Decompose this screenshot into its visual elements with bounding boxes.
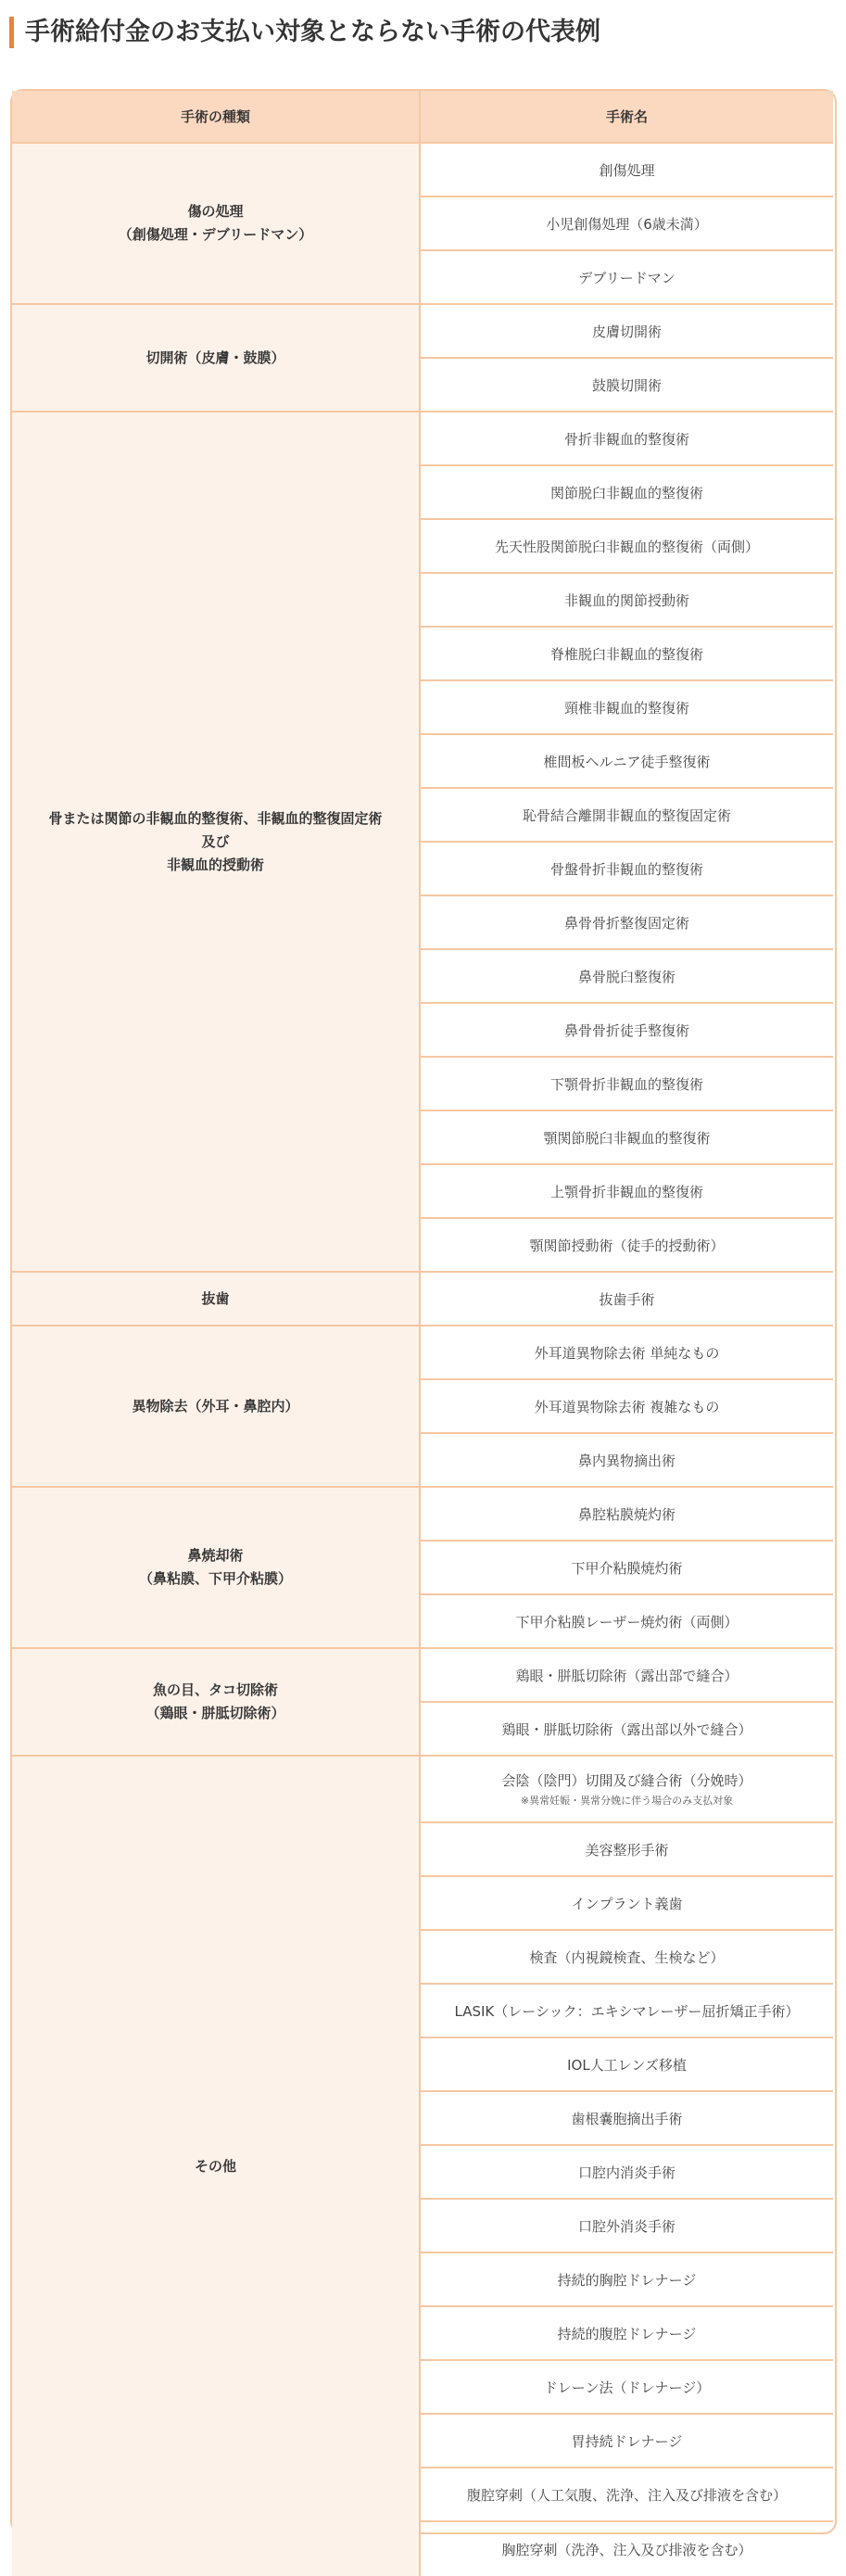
procedure-cell xyxy=(421,1004,833,1058)
procedure-name: 鼻骨骨折徒手整復術 xyxy=(563,1022,689,1039)
procedure-name: 外耳道異物除去術 複雑なもの xyxy=(534,1398,720,1415)
procedure-cell xyxy=(421,2253,833,2307)
procedure-name: 口腔外消炎手術 xyxy=(577,2217,676,2235)
category-cell: 鼻焼却術 （鼻粘膜、下甲介粘膜） xyxy=(12,1488,421,1649)
procedure-cell xyxy=(421,520,833,574)
procedure-cell xyxy=(421,197,833,251)
procedure-name: 腹腔穿刺（人工気腹、洗浄、注入及び排液を含む） xyxy=(466,2486,787,2504)
category-cell: 異物除去（外耳・鼻腔内） xyxy=(12,1326,421,1488)
procedure-cell xyxy=(421,1273,833,1326)
procedure-name: 顎関節脱臼非観血的整復術 xyxy=(543,1129,711,1147)
procedure-cell xyxy=(421,2307,833,2361)
procedure-name: IOL人工レンズ移植 xyxy=(567,2056,687,2074)
procedure-name: 非観血的関節授動術 xyxy=(563,591,689,609)
procedure-name: 創傷処理 xyxy=(599,161,655,179)
procedure-name: 歯根嚢胞摘出手術 xyxy=(571,2110,683,2127)
procedure-cell xyxy=(421,2092,833,2146)
procedure-cell xyxy=(421,1985,833,2038)
procedure-name: 口腔内消炎手術 xyxy=(577,2164,676,2181)
procedure-name: ドレーン法（ドレナージ） xyxy=(543,2379,711,2396)
procedure-cell xyxy=(421,1649,833,1703)
procedure-cell xyxy=(421,789,833,843)
procedure-name: 下甲介粘膜焼灼術 xyxy=(571,1559,683,1577)
procedure-cell xyxy=(421,628,833,681)
procedure-cell xyxy=(421,1326,833,1380)
procedure-name: 先天性股関節脱臼非観血的整復術（両側） xyxy=(494,538,759,555)
procedure-name: 会陰（陰門）切開及び縫合術（分娩時） xyxy=(501,1772,752,1789)
procedure-cell xyxy=(421,412,833,466)
procedure-name: 骨盤骨折非観血的整復術 xyxy=(549,860,703,878)
procedure-name: 鼓膜切開術 xyxy=(591,376,662,394)
procedure-name: 美容整形手術 xyxy=(585,1841,669,1859)
procedure-cell xyxy=(421,2146,833,2200)
category-cell: 切開術（皮膚・鼓膜） xyxy=(12,305,421,412)
procedure-name: 外耳道異物除去術 単純なもの xyxy=(534,1344,720,1362)
procedure-name: 椎間板ヘルニア徒手整復術 xyxy=(543,753,711,770)
procedure-cell xyxy=(421,1877,833,1931)
category-cell: 骨または関節の非観血的整復術、非観血的整復固定術 及び 非観血的授動術 xyxy=(12,412,421,1273)
procedure-cell xyxy=(421,1165,833,1219)
procedure-cell xyxy=(421,144,833,197)
procedure-name: 鶏眼・胼胝切除術（露出部で縫合） xyxy=(515,1667,739,1684)
header-procedure: 手術名 xyxy=(421,91,833,144)
procedure-name: 検査（内視鏡検査、生検など） xyxy=(529,1948,725,1966)
procedure-cell xyxy=(421,1434,833,1488)
procedure-cell xyxy=(421,251,833,305)
procedure-name: 皮膚切開術 xyxy=(591,323,662,340)
procedure-name: 胸腔穿刺（洗浄、注入及び排液を含む） xyxy=(501,2541,752,2558)
page-title: 手術給付金のお支払い対象とならない手術の代表例 xyxy=(9,17,834,48)
procedure-cell xyxy=(421,2200,833,2253)
procedure-cell xyxy=(421,1111,833,1165)
surgery-table xyxy=(10,89,837,2558)
procedure-name: インプラント義歯 xyxy=(571,1895,683,1912)
procedure-name: 鼻骨脱臼整復術 xyxy=(577,968,676,985)
procedure-name: 顎関節授動術（徒手的授動術） xyxy=(529,1237,725,1254)
procedure-cell xyxy=(421,681,833,735)
procedure-name: 鼻骨骨折整復固定術 xyxy=(563,914,689,932)
procedure-name: デブリードマン xyxy=(578,269,676,286)
procedure-name: 持続的胸腔ドレナージ xyxy=(557,2271,697,2289)
procedure-cell xyxy=(421,2468,833,2522)
procedure-name: 下甲介粘膜レーザー焼灼術（両側） xyxy=(515,1613,739,1631)
procedure-cell xyxy=(421,1703,833,1757)
procedure-name: 持続的腹腔ドレナージ xyxy=(557,2325,697,2342)
procedure-cell xyxy=(421,1380,833,1434)
procedure-name: 頸椎非観血的整復術 xyxy=(563,699,689,717)
procedure-cell xyxy=(421,1488,833,1542)
procedure-cell xyxy=(421,1823,833,1877)
procedure-cell xyxy=(421,2415,833,2468)
procedure-cell xyxy=(421,305,833,359)
procedure-cell xyxy=(421,2038,833,2092)
procedure-cell xyxy=(421,950,833,1004)
category-cell: 魚の目、タコ切除術 （鶏眼・胼胝切除術） xyxy=(12,1649,421,1757)
procedure-name: 脊椎脱臼非観血的整復術 xyxy=(549,645,703,663)
procedure-name: 鼻腔粘膜焼灼術 xyxy=(577,1505,676,1523)
procedure-cell xyxy=(421,2522,833,2576)
category-cell: 傷の処理 （創傷処理・デブリードマン） xyxy=(12,144,421,305)
procedure-cell xyxy=(421,1219,833,1273)
procedure-name: LASIK（レーシック：エキシマレーザー屈折矯正手術） xyxy=(454,2002,800,2020)
procedure-cell xyxy=(421,466,833,520)
procedure-cell xyxy=(421,1058,833,1111)
procedure-name: 恥骨結合離開非観血的整復固定術 xyxy=(522,806,731,824)
procedure-name: 下顎骨折非観血的整復術 xyxy=(549,1075,703,1093)
procedure-note: ※異常妊娠・異常分娩に伴う場合のみ支払対象 xyxy=(520,1795,734,1807)
procedure-name: 骨折非観血的整復術 xyxy=(563,430,689,448)
procedure-name: 胃持続ドレナージ xyxy=(571,2432,683,2450)
procedure-cell xyxy=(421,843,833,896)
category-cell: 抜歯 xyxy=(12,1273,421,1326)
procedure-cell xyxy=(421,735,833,789)
procedure-name: 小児創傷処理（6歳未満） xyxy=(546,215,708,233)
procedure-name: 鼻内異物摘出術 xyxy=(577,1452,676,1469)
procedure-cell xyxy=(421,1757,833,1823)
procedure-cell xyxy=(421,1931,833,1985)
procedure-name: 関節脱臼非観血的整復術 xyxy=(549,484,703,501)
procedure-cell xyxy=(421,1542,833,1595)
header-category: 手術の種類 xyxy=(12,91,421,144)
procedure-name: 抜歯手術 xyxy=(599,1290,655,1308)
procedure-name: 鶏眼・胼胝切除術（露出部以外で縫合） xyxy=(501,1720,752,1738)
procedure-cell xyxy=(421,359,833,412)
procedure-name: 上顎骨折非観血的整復術 xyxy=(549,1183,703,1200)
category-cell: その他 xyxy=(12,1757,421,2576)
procedure-cell xyxy=(421,1595,833,1649)
procedure-cell xyxy=(421,896,833,950)
procedure-cell xyxy=(421,2361,833,2415)
procedure-cell xyxy=(421,574,833,628)
